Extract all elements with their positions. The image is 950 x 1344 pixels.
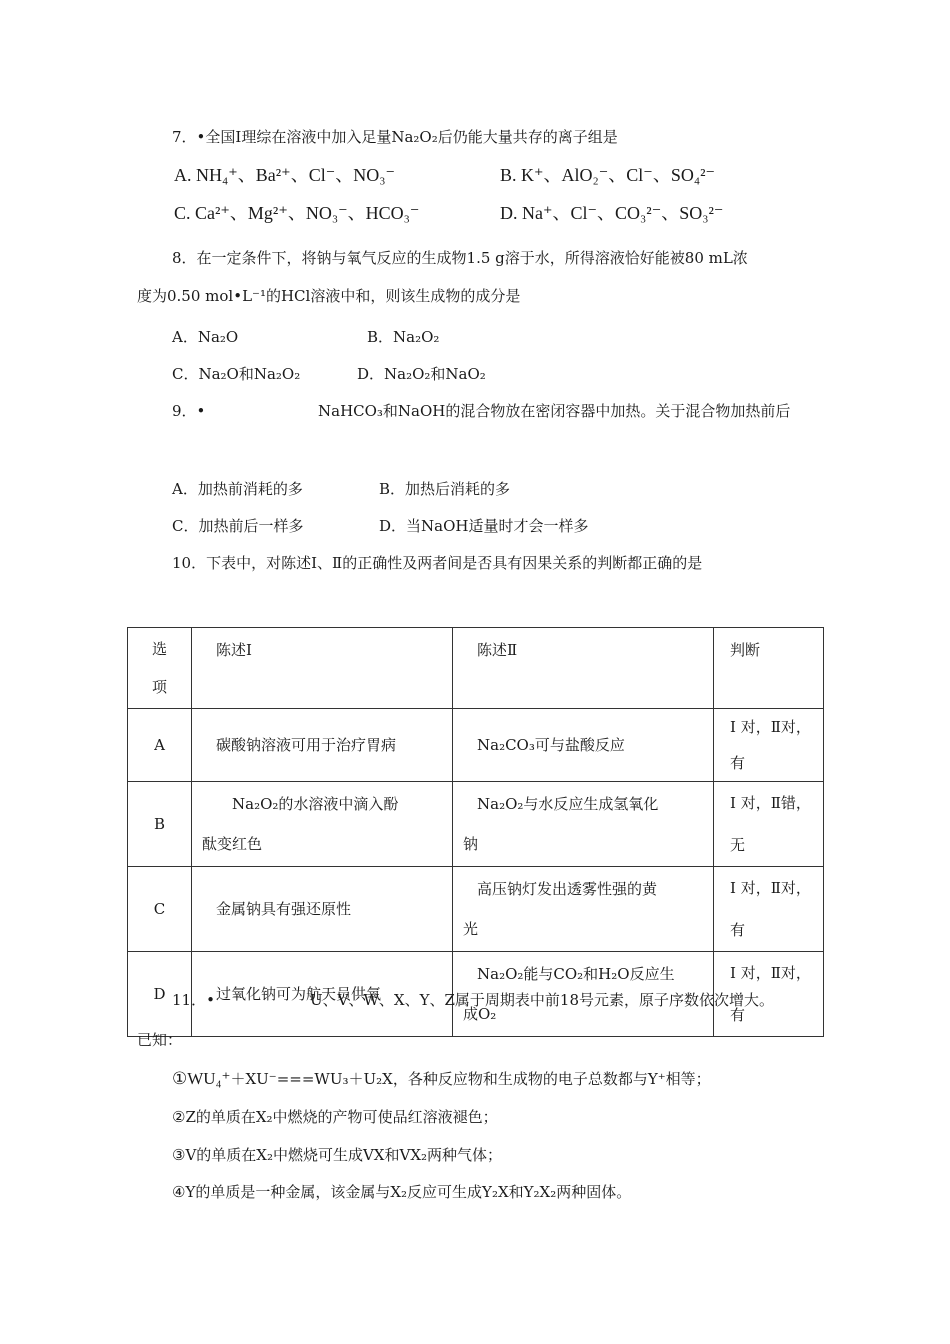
header-option: 选 项 — [128, 628, 192, 709]
q7-stem: 7．•全国Ⅰ理综在溶液中加入足量Na₂O₂后仍能大量共存的离子组是 — [172, 128, 618, 146]
row-b-statement-2: Na₂O₂与水反应生成氢氧化 钠 — [453, 782, 714, 867]
q9-stem: NaHCO₃和NaOH的混合物放在密闭容器中加热。关于混合物加热前后 — [318, 402, 791, 420]
q10-stem: 10．下表中，对陈述Ⅰ、Ⅱ的正确性及两者间是否具有因果关系的判断都正确的是 — [172, 554, 703, 572]
q7-b-ion-3: Cl⁻ — [626, 165, 653, 185]
q7-a-ion-1: NH₄⁺ — [196, 165, 238, 185]
q7-d-ion-1: Na⁺ — [522, 203, 553, 223]
q8-option-c[interactable]: C．Na₂O和Na₂O₂ — [172, 365, 301, 383]
row-c-statement-2: 高压钠灯发出透雾性强的黄 光 — [453, 867, 714, 952]
q9-number: 9．• — [172, 402, 206, 420]
row-d-judgement: Ⅰ 对，Ⅱ对，有 — [714, 952, 824, 1037]
q11-number: 11．• — [172, 991, 215, 1009]
q7-c-ion-3: NO₃⁻ — [305, 203, 348, 223]
table-header-row — [128, 628, 824, 709]
q8-option-b[interactable]: B．Na₂O₂ — [367, 328, 440, 346]
q7-d-ion-4: SO₃²⁻ — [679, 203, 724, 223]
q7-c-ion-2: Mg²⁺ — [247, 203, 288, 223]
q9-option-a[interactable]: A．加热前消耗的多 — [172, 480, 303, 498]
table-row — [128, 709, 824, 782]
q7-option-d[interactable]: D. Na⁺、Cl⁻、CO₃²⁻、SO₃²⁻ — [500, 203, 724, 223]
header-statement-1: 陈述Ⅰ — [192, 628, 453, 709]
table-row — [128, 782, 824, 867]
q7-a-ion-4: NO₃⁻ — [353, 165, 395, 185]
q11-known-label: 已知： — [137, 1031, 183, 1049]
row-a-judgement: Ⅰ 对，Ⅱ对，有 — [714, 709, 824, 782]
header-judgement: 判断 — [714, 628, 824, 709]
q8-stem-line-1: 8．在一定条件下，将钠与氧气反应的生成物1.5 g溶于水，所得溶液恰好能被80 mL浓 — [172, 249, 748, 267]
q11-item-4: ④Y的单质是一种金属，该金属与X₂反应可生成Y₂X和Y₂X₂两种固体。 — [172, 1183, 632, 1201]
q8-stem-line-2: 度为0.50 mol•L⁻¹的HCl溶液中和，则该生成物的成分是 — [137, 287, 521, 305]
q7-option-c[interactable]: C. Ca²⁺、Mg²⁺、NO₃⁻、HCO₃⁻ — [174, 203, 420, 223]
q11-item-3: ③V的单质在X₂中燃烧可生成VX和VX₂两种气体； — [172, 1146, 503, 1164]
q9-option-b[interactable]: B．加热后消耗的多 — [379, 480, 511, 498]
row-b-judgement: Ⅰ 对，Ⅱ错，无 — [714, 782, 824, 867]
q7-a-ion-2: Ba²⁺ — [255, 165, 291, 185]
row-c-statement-1: 金属钠具有强还原性 — [192, 867, 453, 952]
q11-item-1-ion: ①WU₄⁺ — [172, 1069, 231, 1088]
q7-b-ion-2: AlO₂⁻ — [561, 165, 609, 185]
row-d-statement-2: Na₂O₂能与CO₂和H₂O反应生 成O₂ — [453, 952, 714, 1037]
table-row — [128, 867, 824, 952]
q11-stem: U、V、W、X、Y、Z属于周期表中前18号元素，原子序数依次增大。 — [310, 991, 774, 1009]
q8-option-d[interactable]: D．Na₂O₂和NaO₂ — [357, 365, 486, 383]
row-b-statement-1: Na₂O₂的水溶液中滴入酚 酞变红色 — [192, 782, 453, 867]
q8-option-a[interactable]: A．Na₂O — [172, 328, 239, 346]
q10-table — [127, 627, 824, 1037]
q7-d-ion-3: CO₃²⁻ — [615, 203, 662, 223]
q7-b-ion-4: SO₄²⁻ — [670, 165, 715, 185]
header-statement-2: 陈述Ⅱ — [453, 628, 714, 709]
q11-item-1: ①WU₄⁺＋XU⁻===WU₃＋U₂X，各种反应物和生成物的电子总数都与Y⁺相等； — [172, 1069, 711, 1088]
row-a-statement-2: Na₂CO₃可与盐酸反应 — [453, 709, 714, 782]
q7-a-ion-3: Cl⁻ — [308, 165, 336, 185]
q9-option-d[interactable]: D．当NaOH适量时才会一样多 — [379, 517, 589, 535]
row-a-statement-1: 碳酸钠溶液可用于治疗胃病 — [192, 709, 453, 782]
q7-option-b[interactable]: B. K⁺、AlO₂⁻、Cl⁻、SO₄²⁻ — [500, 165, 715, 185]
q9-option-c[interactable]: C．加热前后一样多 — [172, 517, 304, 535]
q7-option-a[interactable]: A. NH₄⁺、Ba²⁺、Cl⁻、NO₃⁻ — [174, 165, 395, 185]
row-b-option: B — [128, 782, 192, 867]
row-c-judgement: Ⅰ 对，Ⅱ对，有 — [714, 867, 824, 952]
q7-c-ion-1: Ca²⁺ — [195, 203, 230, 223]
row-d-option: D — [128, 952, 192, 1037]
row-d-statement-1: 过氧化钠可为航天员供氧 — [192, 952, 453, 1037]
row-c-option: C — [128, 867, 192, 952]
q7-c-ion-4: HCO₃⁻ — [365, 203, 420, 223]
q7-d-ion-2: Cl⁻ — [570, 203, 598, 223]
row-a-option: A — [128, 709, 192, 782]
q7-b-ion-1: K⁺ — [521, 165, 544, 185]
q11-item-2: ②Z的单质在X₂中燃烧的产物可使品红溶液褪色； — [172, 1108, 498, 1126]
